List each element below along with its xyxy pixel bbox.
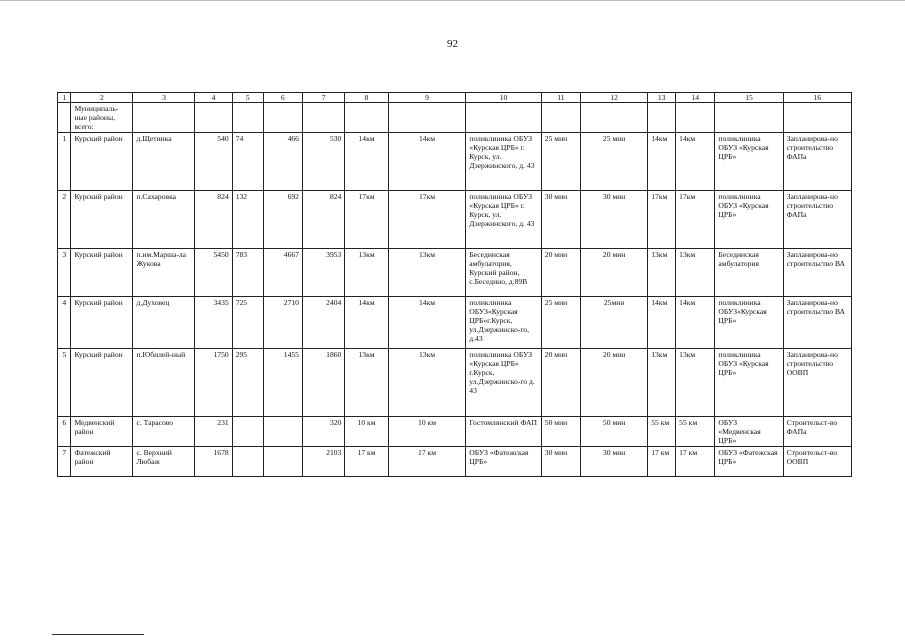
table-cell: 25 мин [581,133,648,191]
table-cell: поликлиника ОБУЗ«Курская ЦРБ»г.Курск, ул.Дзержинско-го, д.43 [466,297,541,349]
table-cell: 14км [388,133,466,191]
table-cell: 132 [232,191,263,249]
table-cell: 25мин [581,297,648,349]
row-number: 6 [58,417,71,447]
table-cell: Запланирова-но строительство ФАПа [783,191,851,249]
table-cell: 25 мин [541,133,580,191]
table-cell: ОБУЗ «Фатежская ЦРБ» [715,447,783,477]
table-cell: 824 [302,191,344,249]
table-cell: 25 мин [541,297,580,349]
table-cell: 17 км [648,447,676,477]
table-cell: 14км [648,133,676,191]
table-cell: Строительст-во ООВП [783,447,851,477]
table-cell: 13км [388,349,466,417]
row-number: 1 [58,133,71,191]
column-number: 14 [676,93,715,103]
table-cell: 30 мин [541,191,580,249]
table-cell: 14км [676,133,715,191]
table-row [58,417,852,447]
table-cell: 13км [345,349,388,417]
table-cell: 55 км [648,417,676,447]
table-cell: 17 км [676,447,715,477]
table-cell [263,417,302,447]
table-cell: 20 мин [541,349,580,417]
column-number-row [58,93,852,103]
table-cell: д.Щетинка [133,133,195,191]
row-number: 5 [58,349,71,417]
column-number: 5 [232,93,263,103]
table-cell: 3435 [195,297,232,349]
table-cell: п.Юбилей-ный [133,349,195,417]
table-cell: 17 км [345,447,388,477]
table-row [58,297,852,349]
column-number: 7 [302,93,344,103]
table-cell: 783 [232,249,263,297]
column-number: 15 [715,93,783,103]
footnote-rule [52,634,144,635]
column-number: 8 [345,93,388,103]
table-cell: 2103 [302,447,344,477]
table-cell: 1750 [195,349,232,417]
table-cell: 20 мин [581,249,648,297]
table-cell: д.Духовец [133,297,195,349]
table-cell: 5450 [195,249,232,297]
table-cell: Бесединская амбулатория, Курский район, с.Беседино, д.89В [466,249,541,297]
table-cell: поликлиника ОБУЗ «Курская ЦРБ» г. Курск, ул. Дзержинского, д. 43 [466,133,541,191]
table-cell: с. Тарасово [133,417,195,447]
table-cell: 55 км [676,417,715,447]
row-number: 3 [58,249,71,297]
table-cell: Курский район [71,133,133,191]
table-row [58,349,852,417]
table-cell: 295 [232,349,263,417]
table-cell: Курский район [71,297,133,349]
table-row [58,447,852,477]
table-cell: 20 мин [541,249,580,297]
table-cell: 2404 [302,297,344,349]
table-cell: Бесединская амбулатория [715,249,783,297]
table-cell: 14км [648,297,676,349]
table-cell: 231 [195,417,232,447]
table-cell: 17км [676,191,715,249]
table-cell: поликлиника ОБУЗ «Курская ЦРБ» г. Курск, ул. Дзержинского, д. 43 [466,191,541,249]
table-cell: 17км [388,191,466,249]
table-row [58,249,852,297]
table-row [58,191,852,249]
group-label: Муниципаль-ные районы, всего: [71,103,133,133]
table-cell: 13км [345,249,388,297]
table-cell: Курский район [71,349,133,417]
table-cell: 824 [195,191,232,249]
table-cell: Курский район [71,249,133,297]
table-cell: Медвенский район [71,417,133,447]
table-cell: 14км [676,297,715,349]
table-cell: с. Верхний Любаж [133,447,195,477]
table-cell: Курский район [71,191,133,249]
table-cell [232,417,263,447]
data-table [57,92,852,477]
table-cell: 30 мин [581,191,648,249]
table-cell: 74 [232,133,263,191]
table-cell: 1678 [195,447,232,477]
table-cell: 30 мин [581,447,648,477]
table-cell: 13км [648,249,676,297]
column-number: 11 [541,93,580,103]
table-cell: 17км [648,191,676,249]
table-cell: Гостомлянский ФАП [466,417,541,447]
group-label-row [58,103,852,133]
table-cell: 17км [345,191,388,249]
column-number: 13 [648,93,676,103]
table-cell: п.Сахаровка [133,191,195,249]
page-number: 92 [447,38,458,50]
table-cell: 2710 [263,297,302,349]
table-cell [263,447,302,477]
column-number: 10 [466,93,541,103]
table-cell: Запланирова-но строительство ВА [783,249,851,297]
table-cell: 13км [648,349,676,417]
table-row [58,133,852,191]
column-number: 3 [133,93,195,103]
row-number: 2 [58,191,71,249]
table-cell: 1860 [302,349,344,417]
column-number: 2 [71,93,133,103]
table-cell: 1455 [263,349,302,417]
table-cell: 10 км [388,417,466,447]
page-top-border [0,0,905,1]
column-number: 6 [263,93,302,103]
table-cell: поликлиника ОБУЗ «Курская ЦРБ» г.Курск, ул.Дзержинско-го д. 43 [466,349,541,417]
table-cell: 725 [232,297,263,349]
table-cell: 4667 [263,249,302,297]
table-cell: 466 [263,133,302,191]
table-cell: Запланирова-но строительство ВА [783,297,851,349]
column-number: 16 [783,93,851,103]
table-cell: 14км [345,133,388,191]
table-cell: 50 мин [541,417,580,447]
column-number: 12 [581,93,648,103]
table-cell: 320 [302,417,344,447]
column-number: 1 [58,93,71,103]
table-cell: 10 км [345,417,388,447]
table-cell: ОБУЗ «Фатежская ЦРБ» [466,447,541,477]
column-number: 9 [388,93,466,103]
table-cell: 20 мин [581,349,648,417]
table-cell [232,447,263,477]
table-cell: 30 мин [541,447,580,477]
table-cell: 17 км [388,447,466,477]
table-cell: 530 [302,133,344,191]
table-cell: п.им.Марша-ла Жукова [133,249,195,297]
table-cell: поликлиника ОБУЗ«Курская ЦРБ» [715,297,783,349]
table-cell: 50 мин [581,417,648,447]
table-cell: 14км [388,297,466,349]
table-cell: Фатежский район [71,447,133,477]
table-cell: Запланирова-но строительство ФАПа [783,133,851,191]
table-cell: ОБУЗ «Медвенская ЦРБ» [715,417,783,447]
row-number: 7 [58,447,71,477]
table-cell: 14км [345,297,388,349]
table-cell: 13км [388,249,466,297]
table-cell: 13км [676,249,715,297]
table-cell: 540 [195,133,232,191]
table-cell: поликлиника ОБУЗ «Курская ЦРБ» [715,191,783,249]
table-cell: поликлиника ОБУЗ «Курская ЦРБ» [715,133,783,191]
table-cell: Запланирова-но строительство ООВП [783,349,851,417]
table-cell: поликлиника ОБУЗ «Курская ЦРБ» [715,349,783,417]
table-cell: Строительст-во ФАПа [783,417,851,447]
table-cell: 692 [263,191,302,249]
row-number: 4 [58,297,71,349]
column-number: 4 [195,93,232,103]
table-cell: 13км [676,349,715,417]
table-cell: 3953 [302,249,344,297]
